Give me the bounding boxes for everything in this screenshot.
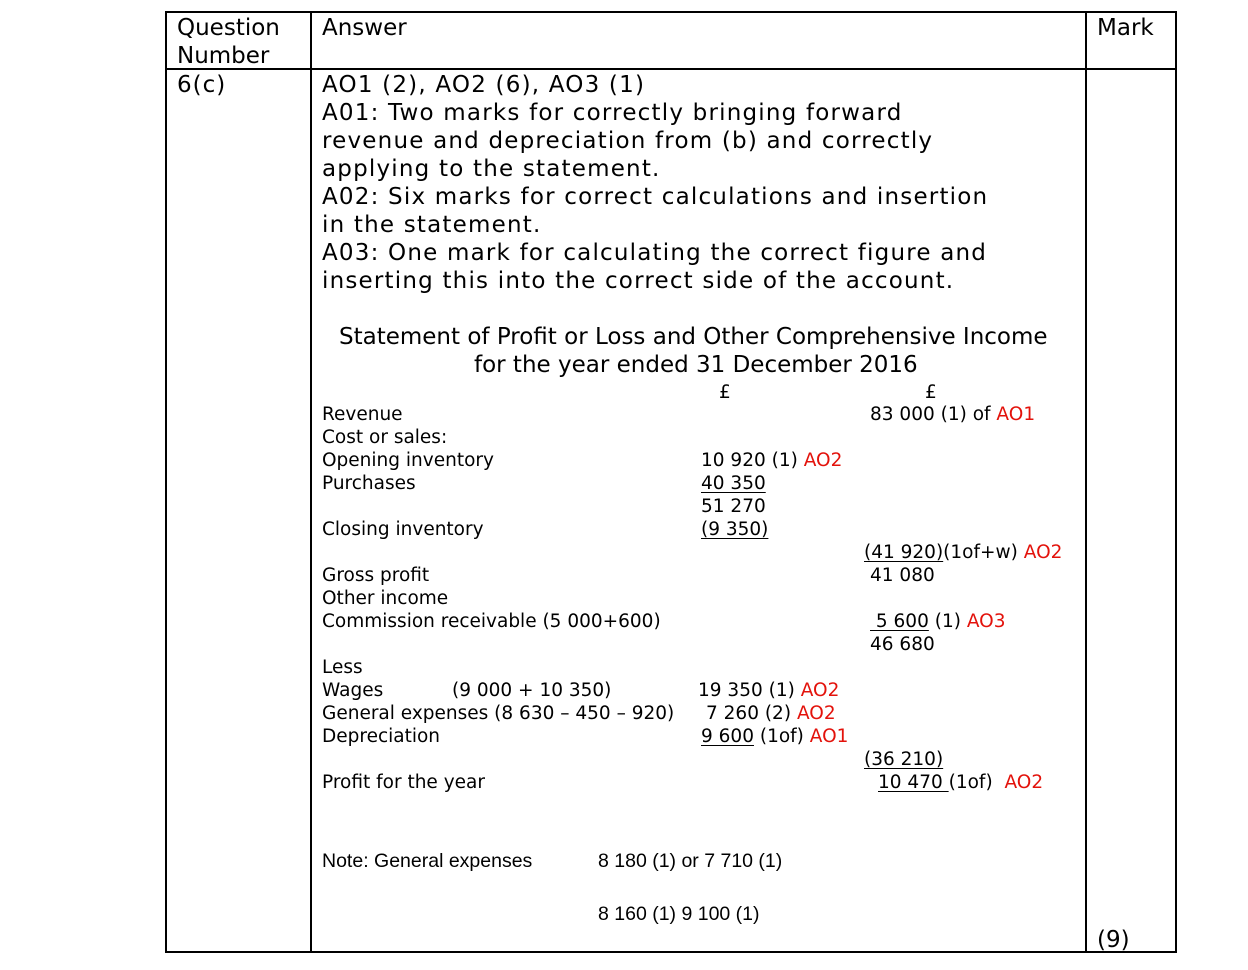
note-line-1: 8 180 (1) or 7 710 (1) [598, 850, 783, 872]
column-divider-1 [310, 11, 312, 953]
answer-line-4: applying to the statement. [322, 156, 661, 182]
header-mark: Mark [1097, 15, 1154, 41]
closing-amount: (9 350) [701, 519, 769, 540]
note-label: Note: General expenses [322, 850, 533, 872]
commission-amount: 5 600 [870, 611, 929, 632]
label-wages: Wages [322, 680, 384, 701]
revenue-amount: 83 000 (1) of [870, 404, 991, 425]
cost-value [864, 541, 1062, 564]
header-divider [166, 68, 1176, 70]
commission-note: (1) [928, 611, 961, 632]
revenue-value [870, 403, 1035, 426]
general-amount: 7 260 (2) [706, 703, 792, 724]
depreciation-value [701, 725, 848, 748]
label-revenue: Revenue [322, 404, 403, 425]
cost-amount: (41 920) [864, 542, 944, 563]
revenue-ao: AO1 [996, 404, 1036, 425]
label-other-income: Other income [322, 588, 449, 609]
total-income-amount: 46 680 [870, 634, 935, 655]
statement-title-line-1: Statement of Profit or Loss and Other Comprehensive Income [339, 324, 1048, 350]
label-less: Less [322, 657, 363, 678]
note-line-2: 8 160 (1) 9 100 (1) [598, 903, 760, 925]
table-border-top [166, 11, 1176, 13]
commission-ao: AO3 [966, 611, 1006, 632]
total-mark: (9) [1097, 927, 1130, 953]
opening-amount: 10 920 (1) [701, 450, 798, 471]
expenses-total-amount: (36 210) [864, 749, 944, 770]
answer-line-8: inserting this into the correct side of the account. [322, 268, 955, 294]
profit-amount: 10 470 [878, 772, 949, 793]
header-answer: Answer [322, 15, 407, 41]
gross-profit-amount: 41 080 [870, 565, 935, 586]
answer-line-7: A03: One mark for calculating the correct figure and [322, 240, 988, 266]
label-opening-inventory: Opening inventory [322, 450, 494, 471]
answer-line-2: A01: Two marks for correctly bringing forward [322, 100, 903, 126]
statement-title-line-2: for the year ended 31 December 2016 [474, 352, 918, 378]
label-closing-inventory: Closing inventory [322, 519, 484, 540]
opening-ao: AO2 [803, 450, 843, 471]
answer-line-1: AO1 (2), AO2 (6), AO3 (1) [322, 72, 646, 98]
general-ao: AO2 [796, 703, 836, 724]
column-divider-2 [1085, 11, 1087, 953]
profit-ao: AO2 [1004, 772, 1044, 793]
answer-line-3: revenue and depreciation from (b) and correctly [322, 128, 934, 154]
table-border-left [165, 11, 167, 953]
wages-ao: AO2 [800, 680, 840, 701]
label-commission: Commission receivable (5 000+600) [322, 611, 661, 632]
wages-value [698, 679, 839, 702]
currency-column-2: £ [925, 382, 937, 403]
cost-ao: AO2 [1023, 542, 1063, 563]
opening-value [701, 449, 842, 472]
header-question-number: Question Number [177, 15, 280, 69]
depreciation-amount: 9 600 [701, 726, 754, 747]
table-border-right [1175, 11, 1177, 953]
answer-line-6: in the statement. [322, 212, 542, 238]
label-general-expenses: General expenses (8 630 – 450 – 920) [322, 703, 675, 724]
question-number: 6(c) [177, 72, 227, 98]
wages-amount: 19 350 (1) [698, 680, 795, 701]
depreciation-note: (1of) [753, 726, 804, 747]
depreciation-ao: AO1 [809, 726, 849, 747]
subtotal-amount: 51 270 [701, 496, 766, 517]
table-border-bottom [166, 951, 1176, 953]
profit-value [878, 771, 1043, 794]
profit-note: (1of) [948, 772, 993, 793]
general-value [706, 702, 836, 725]
label-cost-of-sales: Cost or sales: [322, 427, 448, 448]
purchases-amount: 40 350 [701, 473, 766, 494]
label-wages-calc: (9 000 + 10 350) [452, 680, 612, 701]
cost-note: (1of+w) [943, 542, 1018, 563]
label-depreciation: Depreciation [322, 726, 441, 747]
answer-line-5: A02: Six marks for correct calculations and insertion [322, 184, 989, 210]
label-profit-for-year: Profit for the year [322, 772, 485, 793]
label-purchases: Purchases [322, 473, 416, 494]
commission-value [870, 610, 1006, 633]
label-gross-profit: Gross profit [322, 565, 430, 586]
currency-column-1: £ [719, 382, 731, 403]
